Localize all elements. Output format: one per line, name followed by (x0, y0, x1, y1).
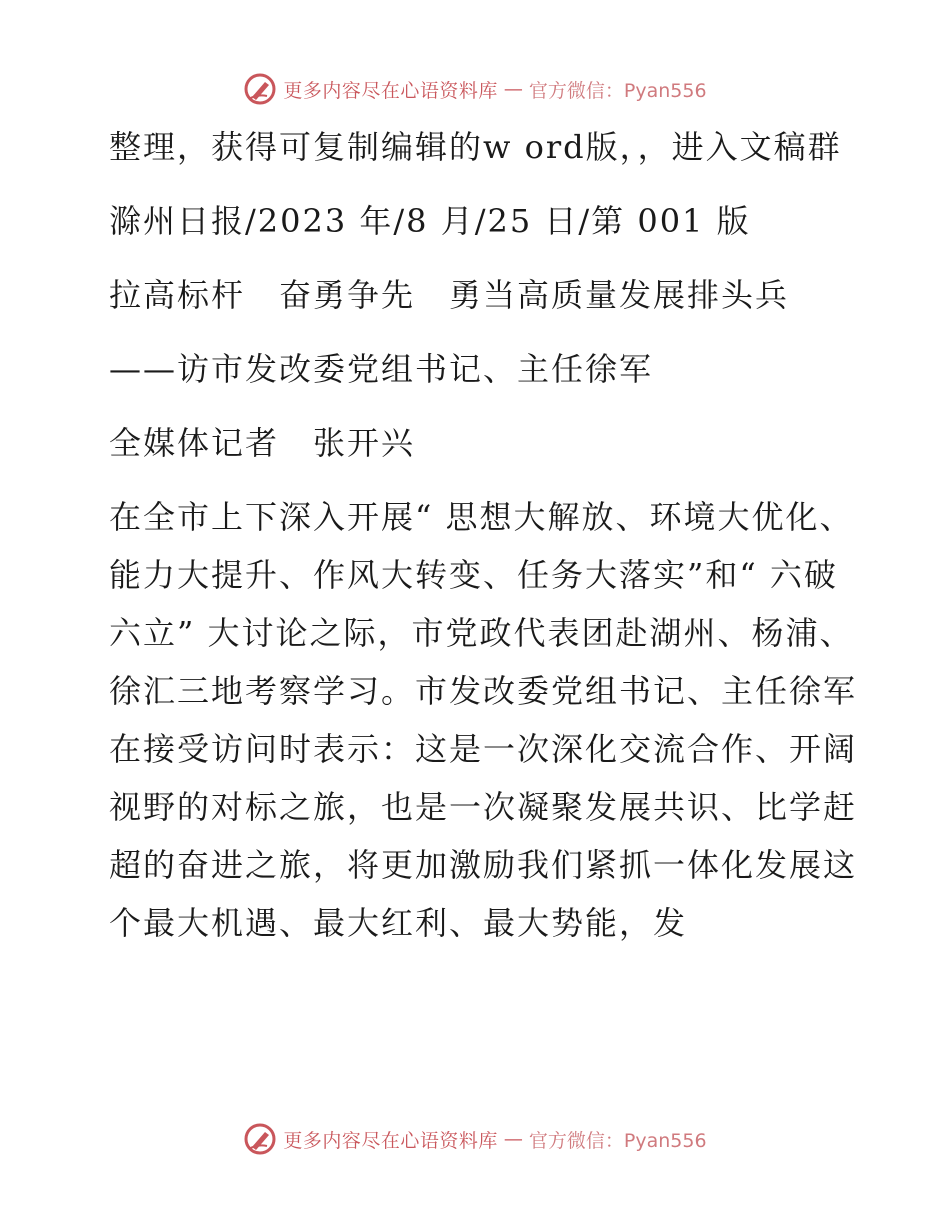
article-subtitle: ——访市发改委党组书记、主任徐军 (109, 350, 654, 388)
byline: 全媒体记者 张开兴 (109, 424, 416, 462)
watermark-separator: — (503, 1128, 523, 1150)
source-line: 滁州日报/2023 年/8 月/25 日/第 001 版 (109, 202, 751, 240)
watermark-main-text: 更多内容尽在心语资料库 (283, 1129, 498, 1152)
intro-text: 整理，获得可复制编辑的w ord版，，进入文稿群 (109, 128, 842, 166)
watermark (243, 1122, 706, 1156)
article-title: 拉高标杆 奋勇争先 勇当高质量发展排头兵 (109, 276, 790, 314)
page-footer-watermark (0, 1122, 950, 1156)
watermark-suffix-text: 官方微信：Pyan556 (528, 79, 707, 102)
watermark-main-text: 更多内容尽在心语资料库 (283, 79, 498, 102)
document-body (97, 118, 857, 952)
pen-logo-icon (243, 1122, 277, 1156)
watermark (243, 72, 706, 106)
body-paragraph: 在全市上下深入开展“ 思想大解放、环境大优化、能力大提升、作风大转变、任务大落实”和“ 六破六立” 大讨论之际，市党政代表团赴湖州、杨浦、徐汇三地考察学习。市发改委党组书记、主任徐军在接受访问时表示：这是一次深化交流合作、开阔视野的对标之旅，也是一次凝聚发展共识、比学赶超的奋进之旅，将更加激励我们紧抓一体化发展这个最大机遇、最大红利、最大势能，发 (109, 498, 858, 942)
watermark-suffix-text: 官方微信：Pyan556 (528, 1129, 707, 1152)
watermark-separator: — (503, 78, 523, 100)
pen-logo-icon (243, 72, 277, 106)
page-header-watermark (0, 72, 950, 106)
